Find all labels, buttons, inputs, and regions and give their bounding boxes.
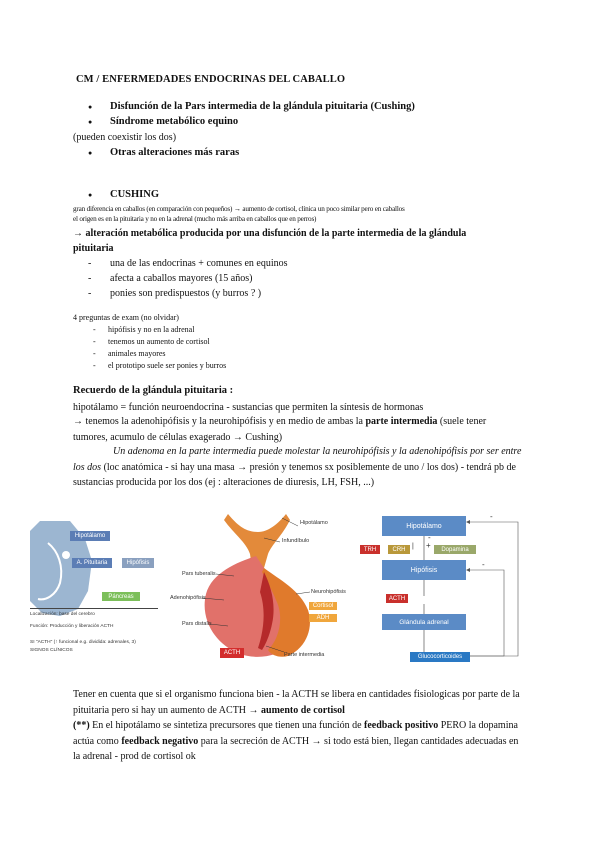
cushing-point: - ponies son predispuestos (y burros ? ) <box>110 288 261 299</box>
exam-point: - animales mayores <box>108 349 166 358</box>
label-pars-distalis: Pars distalis <box>182 621 212 627</box>
bottom-paragraph-2: (**) En el hipotálamo se sintetiza precursores que tienen una función de feedback positivo PERO la dopamina actúa como feedback negativo para la secreción de ACTH → si todo está bien, llegan cantidades adecuadas en la adrenal - prod de cortisol ok <box>73 720 519 762</box>
box-hipofisis-right: Hipófisis <box>382 560 466 580</box>
toc-item-1: ● Disfunción de la Pars intermedia de la glándula pituitaria (Cushing) <box>110 101 415 112</box>
box-adh-mid: ADH <box>309 614 337 622</box>
cushing-note-2: el origen es en la pituitaria y no en la adrenal (mucho más arriba en caballos que en perros) <box>73 215 317 223</box>
left-figure-text-1: Localización: base del cerebro <box>30 612 95 617</box>
cushing-note-1: gran diferencia en caballos (en comparación con pequeños) → aumento de cortisol, clínica un poco similar pero en caballos <box>73 205 405 213</box>
cushing-heading: ● CUSHING <box>110 189 159 200</box>
recuerdo-paragraph-3: Un adenoma en la parte intermedia puede molestar la neurohipófisis y la adenohipófisis por ser entre los dos (loc anatómica - si hay una masa → presión y tenemos sx posiblemente de uno / los dos) - tendrá pb de sustancias producida por los dos (ej : alteraciones de diuresis, LH, FSH, ...) <box>73 446 522 488</box>
toc-item-3: ● Otras alteraciones más raras <box>110 147 239 158</box>
box-trh: TRH <box>360 545 380 554</box>
box-adrenal-right: Glándula adrenal <box>382 614 466 630</box>
exam-point: - el prototipo suele ser ponies y burros <box>108 361 226 370</box>
recuerdo-heading: Recuerdo de la glándula pituitaria : <box>73 385 234 396</box>
plus-sign-1: | <box>412 543 414 550</box>
recuerdo-paragraph-2: → tenemos la adenohipófisis y la neurohipófisis y en medio de ambas la parte intermedia (suele tener tumores, acumulo de células exagerado → Cushing) <box>73 416 487 443</box>
left-figure-text-3: SI "ACTH" (↑ funcional e.g. dividida: adrenales, 3) <box>30 640 136 645</box>
left-figure-text-2: Función: Producción y liberación ACTH <box>30 624 114 629</box>
cushing-point: - una de las endocrinas + comunes en equinos <box>110 258 288 269</box>
box-pancreas-left: Páncreas <box>102 592 140 601</box>
pituitary-gland-icon <box>168 506 350 666</box>
label-infundibulo: Infundíbulo <box>282 538 310 544</box>
feedback-minus-2: - <box>482 560 485 569</box>
horse-head-figure <box>30 521 160 664</box>
toc-item-2: ● Síndrome metabólico equino <box>110 116 238 127</box>
cushing-definition-2: pituitaria <box>73 243 114 254</box>
feedback-diagram <box>358 508 528 666</box>
toc-coexist-note: (pueden coexistir los dos) <box>73 132 177 143</box>
label-adenohipofisis: Adenohipófisis <box>170 595 206 601</box>
left-figure-text-4: SIGNOS CLÍNICOS <box>30 648 73 653</box>
label-parte-intermedia: Parte intermedia <box>284 652 325 658</box>
feedback-minus-3: - <box>428 533 431 542</box>
cushing-definition-1: → alteración metabólica producida por una disfunción de la parte intermedia de la glándula <box>73 228 467 239</box>
exam-point: - tenemos un aumento de cortisol <box>108 337 210 346</box>
cushing-point: - afecta a caballos mayores (15 años) <box>110 273 252 284</box>
box-hipofisis-left: Hipófisis <box>122 558 154 568</box>
divider <box>30 608 158 609</box>
label-hipotalamo: Hipotálamo <box>300 520 328 526</box>
page-title: CM / ENFERMEDADES ENDOCRINAS DEL CABALLO <box>76 74 346 85</box>
box-glucocorticoides: Glucocorticoides <box>410 652 470 662</box>
label-pars-tuberalis: Pars tuberalis <box>182 571 216 577</box>
box-acth-mid: ACTH <box>220 648 244 658</box>
exam-heading: 4 preguntas de exam (no olvidar) <box>73 313 179 322</box>
box-hipotalamo-right: Hipotálamo <box>382 516 466 536</box>
recuerdo-line-1: hipotálamo = función neuroendocrina - sustancias que permiten la síntesis de hormonas <box>73 402 424 413</box>
pituitary-anatomy-figure <box>168 506 350 666</box>
box-crh: CRH <box>388 545 410 554</box>
exam-point: - hipófisis y no en la adrenal <box>108 325 194 334</box>
box-acth-right: ACTH <box>386 594 408 603</box>
box-dopamina: Dopamina <box>434 545 476 554</box>
feedback-minus-1: - <box>490 512 493 521</box>
box-pituitaria-left: A. Pituitaria <box>72 558 112 568</box>
box-hipotalamo-left: Hipotálamo <box>70 531 110 541</box>
feedback-plus: + <box>426 541 431 550</box>
bottom-paragraph-1: Tener en cuenta que si el organismo funciona bien - la ACTH se libera en cantidades fisiologicas por parte de la pituitaria pero si hay un aumento de ACTH → aumento de cortisol <box>73 689 520 716</box>
label-neurohipofisis: Neurohipófisis <box>311 589 346 595</box>
box-cortisol-mid: Cortisol <box>309 602 337 610</box>
